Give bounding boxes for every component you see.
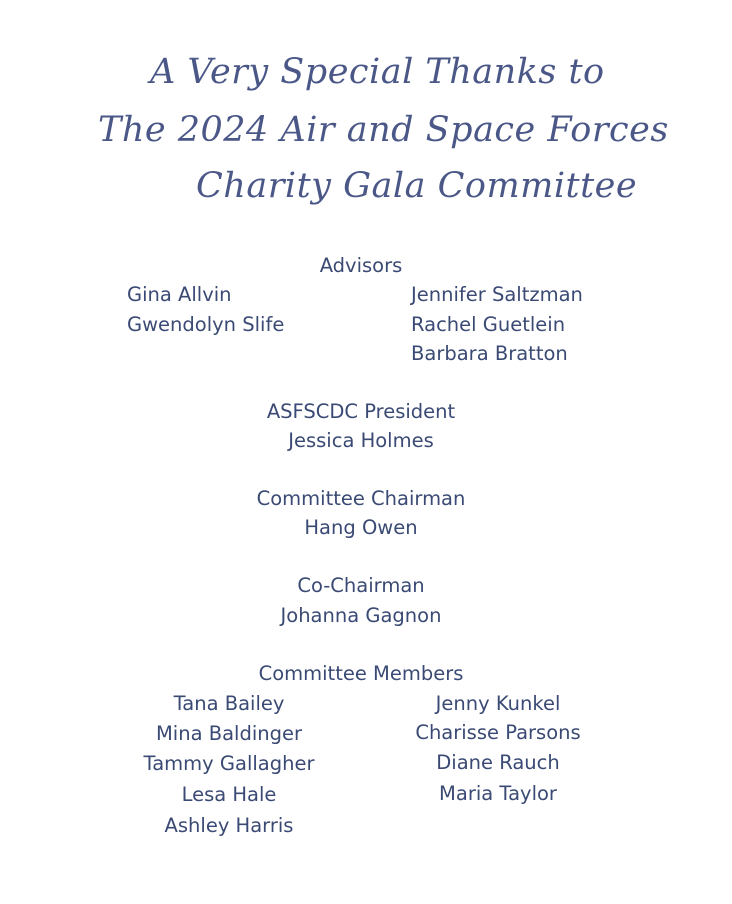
- advisor-name: Rachel Guetlein: [411, 313, 566, 336]
- co-chairman-heading: Co-Chairman: [297, 574, 425, 597]
- title-line-2: The 2024 Air and Space Forces: [98, 110, 669, 150]
- chairman-name: Hang Owen: [304, 516, 418, 539]
- member-name: Lesa Hale: [181, 783, 277, 806]
- chairman-heading: Committee Chairman: [256, 487, 466, 510]
- title-line-1: A Very Special Thanks to: [150, 52, 605, 92]
- advisor-name: Barbara Bratton: [411, 342, 568, 365]
- president-heading: ASFSCDC President: [266, 400, 456, 423]
- member-name: Mina Baldinger: [155, 722, 303, 745]
- co-chairman-name: Johanna Gagnon: [280, 604, 442, 627]
- member-name: Diane Rauch: [436, 751, 560, 774]
- member-name: Tana Bailey: [173, 692, 285, 715]
- member-name: Tammy Gallagher: [143, 752, 315, 775]
- advisors-heading: Advisors: [319, 254, 403, 277]
- advisor-name: Gwendolyn Slife: [127, 313, 285, 336]
- president-name: Jessica Holmes: [288, 429, 434, 452]
- member-name: Ashley Harris: [164, 814, 294, 837]
- member-name: Jenny Kunkel: [435, 692, 561, 715]
- member-name: Maria Taylor: [439, 782, 557, 805]
- advisor-name: Jennifer Saltzman: [411, 283, 583, 306]
- member-name: Charisse Parsons: [415, 721, 581, 744]
- advisor-name: Gina Allvin: [127, 283, 232, 306]
- title-line-3: Charity Gala Committee: [196, 166, 638, 206]
- members-heading: Committee Members: [258, 662, 464, 685]
